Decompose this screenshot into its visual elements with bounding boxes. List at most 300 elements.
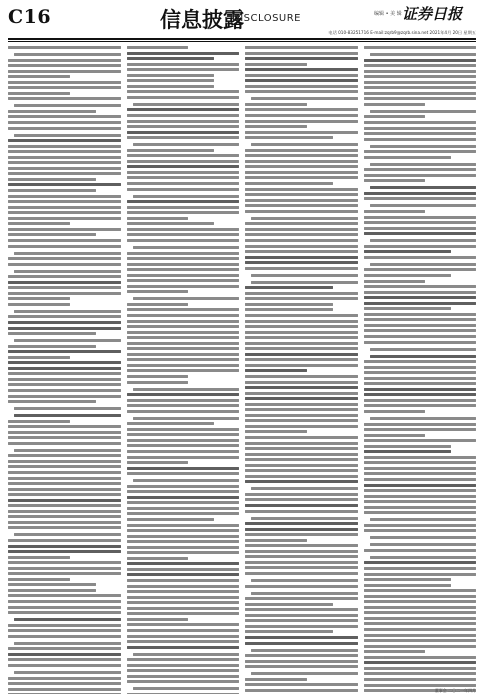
text-line bbox=[364, 393, 477, 396]
text-line bbox=[364, 179, 426, 182]
text-line bbox=[370, 348, 477, 351]
text-line bbox=[8, 64, 121, 67]
text-line bbox=[14, 642, 121, 645]
text-line bbox=[127, 399, 240, 402]
text-line bbox=[245, 108, 358, 111]
text-line bbox=[364, 489, 477, 492]
text-line bbox=[364, 138, 477, 141]
text-line bbox=[8, 86, 121, 89]
text-line bbox=[245, 572, 358, 575]
text-line bbox=[8, 682, 121, 685]
text-line bbox=[133, 479, 240, 482]
text-line bbox=[364, 388, 477, 391]
text-line bbox=[127, 375, 189, 378]
text-line bbox=[364, 478, 477, 481]
text-line bbox=[133, 388, 240, 391]
text-line bbox=[8, 624, 121, 627]
text-line bbox=[245, 46, 358, 49]
text-line bbox=[8, 245, 121, 248]
text-line bbox=[8, 139, 121, 142]
text-line bbox=[364, 103, 426, 106]
text-line bbox=[127, 590, 240, 593]
text-line bbox=[245, 504, 358, 507]
text-line bbox=[245, 320, 358, 323]
text-line bbox=[364, 81, 477, 84]
text-line bbox=[8, 647, 121, 650]
text-line bbox=[127, 410, 240, 413]
text-line bbox=[133, 297, 240, 300]
text-line bbox=[364, 450, 452, 453]
text-line bbox=[127, 646, 240, 649]
text-line bbox=[251, 517, 358, 520]
text-line bbox=[8, 150, 121, 153]
text-line bbox=[127, 154, 240, 157]
text-line bbox=[364, 549, 477, 552]
text-line bbox=[127, 79, 215, 82]
text-line bbox=[127, 551, 240, 554]
text-line bbox=[245, 642, 358, 645]
text-line bbox=[8, 303, 70, 306]
text-line bbox=[127, 285, 240, 288]
text-line bbox=[127, 46, 189, 49]
text-line bbox=[364, 678, 477, 681]
text-line bbox=[364, 639, 477, 642]
masthead-editor-note: 编辑 • 美 辑 bbox=[374, 11, 402, 17]
text-line bbox=[8, 504, 121, 507]
text-line bbox=[251, 579, 358, 582]
text-line bbox=[127, 485, 240, 488]
text-line bbox=[8, 233, 96, 236]
text-line bbox=[127, 433, 240, 436]
text-line bbox=[8, 389, 121, 392]
text-column-4 bbox=[364, 46, 477, 694]
text-line bbox=[8, 297, 70, 300]
text-line bbox=[8, 115, 121, 118]
text-line bbox=[127, 490, 240, 493]
text-line bbox=[8, 145, 121, 148]
text-line bbox=[245, 188, 358, 191]
header-meta-line: 电话 010-83251716 E-mail:zqrb9@zqrb.sina.net 2021年4月 20日 星期五 bbox=[328, 30, 476, 35]
text-line bbox=[8, 75, 70, 78]
text-line bbox=[245, 436, 358, 439]
text-line bbox=[364, 672, 477, 675]
text-line bbox=[245, 342, 358, 345]
text-line bbox=[8, 321, 121, 324]
text-line bbox=[127, 160, 240, 163]
text-line bbox=[8, 556, 70, 559]
text-line bbox=[127, 364, 240, 367]
text-line bbox=[14, 407, 121, 410]
text-line bbox=[245, 103, 307, 106]
text-line bbox=[127, 540, 240, 543]
text-line bbox=[245, 364, 358, 367]
text-line bbox=[251, 649, 358, 652]
text-line bbox=[14, 671, 121, 674]
text-line bbox=[245, 347, 358, 350]
text-line bbox=[364, 628, 477, 631]
text-line bbox=[127, 623, 240, 626]
text-line bbox=[245, 336, 358, 339]
text-line bbox=[133, 143, 240, 146]
text-line bbox=[127, 182, 240, 185]
text-line bbox=[364, 371, 477, 374]
text-line bbox=[364, 127, 477, 130]
text-line bbox=[8, 510, 121, 513]
text-line bbox=[8, 693, 121, 694]
text-line bbox=[8, 222, 70, 225]
text-line bbox=[245, 608, 358, 611]
text-line bbox=[127, 63, 240, 66]
text-line bbox=[8, 195, 121, 198]
text-line bbox=[364, 366, 477, 369]
text-line bbox=[370, 53, 477, 56]
text-line bbox=[8, 286, 121, 289]
text-line bbox=[245, 603, 333, 606]
text-line bbox=[364, 561, 477, 564]
text-line bbox=[364, 472, 477, 475]
text-line bbox=[245, 419, 358, 422]
text-line bbox=[127, 467, 240, 470]
text-line bbox=[8, 600, 121, 603]
text-line bbox=[364, 256, 477, 259]
text-line bbox=[8, 383, 121, 386]
text-line bbox=[8, 211, 121, 214]
text-line bbox=[127, 222, 215, 225]
text-line bbox=[8, 677, 121, 680]
text-line bbox=[364, 285, 477, 288]
text-line bbox=[127, 618, 189, 621]
text-line bbox=[14, 104, 121, 107]
text-line bbox=[8, 425, 121, 428]
text-line bbox=[8, 578, 70, 581]
text-line bbox=[133, 103, 240, 106]
text-line bbox=[245, 74, 358, 77]
text-line bbox=[364, 595, 477, 598]
text-line bbox=[8, 161, 121, 164]
text-line bbox=[364, 382, 477, 385]
text-line bbox=[245, 561, 358, 564]
text-line bbox=[245, 447, 358, 450]
text-line bbox=[8, 378, 121, 381]
text-line bbox=[8, 257, 121, 260]
text-line bbox=[245, 533, 358, 536]
text-line bbox=[8, 127, 121, 130]
text-line bbox=[251, 143, 358, 146]
text-column-1 bbox=[8, 46, 121, 694]
text-line bbox=[14, 252, 121, 255]
text-line bbox=[8, 361, 121, 364]
text-line bbox=[127, 320, 240, 323]
text-line bbox=[245, 204, 358, 207]
text-line bbox=[370, 204, 477, 207]
text-line bbox=[245, 539, 307, 542]
text-line bbox=[245, 149, 358, 152]
text-line bbox=[245, 510, 358, 513]
text-line bbox=[370, 263, 477, 266]
header-rule-thin bbox=[8, 41, 476, 42]
text-line bbox=[245, 464, 358, 467]
text-line bbox=[127, 90, 240, 93]
text-line bbox=[8, 658, 121, 661]
text-line bbox=[8, 420, 70, 423]
text-line bbox=[245, 375, 358, 378]
text-line bbox=[245, 408, 358, 411]
text-line bbox=[245, 308, 333, 311]
text-line bbox=[8, 167, 121, 170]
text-line bbox=[14, 270, 121, 273]
text-line bbox=[245, 430, 307, 433]
text-line bbox=[245, 475, 358, 478]
text-line bbox=[127, 347, 240, 350]
text-line bbox=[127, 252, 240, 255]
text-line bbox=[364, 484, 477, 487]
text-line bbox=[364, 250, 452, 253]
text-line bbox=[127, 557, 189, 560]
text-line bbox=[245, 303, 333, 306]
text-line bbox=[364, 150, 477, 153]
text-line bbox=[370, 543, 477, 546]
text-line bbox=[364, 313, 477, 316]
text-line bbox=[364, 75, 477, 78]
text-line bbox=[245, 544, 358, 547]
text-line bbox=[8, 561, 121, 564]
section-subtitle: DISCLOSURE bbox=[232, 13, 301, 24]
text-line bbox=[364, 428, 477, 431]
text-line bbox=[8, 395, 121, 398]
text-line bbox=[364, 377, 477, 380]
text-line bbox=[127, 217, 189, 220]
text-line bbox=[364, 121, 477, 124]
text-line bbox=[8, 460, 121, 463]
text-line bbox=[127, 331, 240, 334]
text-line bbox=[127, 512, 240, 515]
text-line bbox=[245, 597, 358, 600]
text-line bbox=[370, 110, 477, 113]
text-line bbox=[364, 606, 477, 609]
text-line bbox=[364, 46, 477, 49]
text-line bbox=[14, 533, 121, 536]
text-line bbox=[8, 499, 121, 502]
text-line bbox=[8, 372, 121, 375]
text-line bbox=[245, 353, 358, 356]
text-line bbox=[8, 345, 96, 348]
text-line bbox=[251, 274, 358, 277]
text-line bbox=[8, 400, 96, 403]
text-line bbox=[127, 640, 240, 643]
text-line bbox=[127, 165, 240, 168]
text-line bbox=[8, 589, 96, 592]
page-header bbox=[0, 0, 484, 46]
text-line bbox=[364, 274, 452, 277]
text-line bbox=[14, 310, 121, 313]
text-line bbox=[8, 611, 121, 614]
text-line bbox=[364, 132, 477, 135]
text-line bbox=[133, 246, 240, 249]
text-line bbox=[8, 629, 121, 632]
text-line bbox=[127, 290, 189, 293]
text-line bbox=[127, 108, 240, 111]
text-line bbox=[245, 480, 358, 483]
text-line bbox=[8, 172, 121, 175]
text-line bbox=[8, 477, 121, 480]
text-line bbox=[364, 64, 477, 67]
text-line bbox=[127, 342, 240, 345]
text-line bbox=[8, 183, 121, 186]
text-line bbox=[364, 589, 477, 592]
text-line bbox=[14, 53, 121, 56]
text-line bbox=[245, 245, 358, 248]
text-line bbox=[8, 315, 121, 318]
text-line bbox=[8, 121, 121, 124]
text-line bbox=[245, 63, 307, 66]
text-line bbox=[14, 414, 121, 417]
text-line bbox=[245, 176, 358, 179]
text-line bbox=[245, 469, 358, 472]
text-line bbox=[127, 629, 240, 632]
text-line bbox=[127, 635, 240, 638]
text-line bbox=[8, 46, 121, 49]
text-line bbox=[127, 450, 240, 453]
text-line bbox=[364, 156, 452, 159]
text-line bbox=[370, 239, 477, 242]
text-line bbox=[8, 471, 121, 474]
text-line bbox=[370, 163, 477, 166]
text-line bbox=[245, 386, 358, 389]
text-line bbox=[364, 573, 477, 576]
text-line bbox=[8, 81, 121, 84]
text-line bbox=[8, 493, 121, 496]
text-line bbox=[364, 97, 477, 100]
text-line bbox=[8, 482, 121, 485]
text-line bbox=[133, 195, 240, 198]
header-rule-thick bbox=[8, 38, 476, 40]
text-line bbox=[251, 487, 358, 490]
text-line bbox=[127, 96, 240, 99]
text-line bbox=[8, 653, 121, 656]
text-line bbox=[245, 550, 358, 553]
text-line bbox=[127, 274, 240, 277]
text-line bbox=[251, 281, 358, 284]
text-line bbox=[127, 524, 240, 527]
text-line bbox=[245, 120, 358, 123]
text-line bbox=[364, 404, 477, 407]
section-title: 信息披露 bbox=[160, 7, 244, 32]
text-line bbox=[133, 687, 240, 690]
text-line bbox=[127, 176, 240, 179]
text-line bbox=[127, 579, 240, 582]
text-line bbox=[127, 268, 240, 271]
text-line bbox=[364, 600, 477, 603]
text-line bbox=[245, 566, 358, 569]
page-number: C16 bbox=[8, 6, 52, 28]
text-line bbox=[364, 245, 477, 248]
text-line bbox=[8, 594, 121, 597]
text-line bbox=[245, 381, 358, 384]
text-line bbox=[127, 472, 240, 475]
text-line bbox=[8, 200, 121, 203]
text-line bbox=[364, 461, 477, 464]
text-line bbox=[245, 498, 358, 501]
text-line bbox=[127, 279, 240, 282]
text-line bbox=[127, 188, 240, 191]
text-line bbox=[127, 675, 240, 678]
text-line bbox=[8, 59, 121, 62]
text-line bbox=[364, 645, 477, 648]
text-line bbox=[127, 308, 240, 311]
text-line bbox=[127, 612, 240, 615]
text-line bbox=[8, 97, 121, 100]
text-line bbox=[245, 85, 358, 88]
text-line bbox=[127, 573, 240, 576]
text-line bbox=[8, 281, 121, 284]
text-line bbox=[127, 114, 240, 117]
text-line bbox=[364, 567, 477, 570]
text-line bbox=[245, 636, 358, 639]
text-line bbox=[127, 422, 215, 425]
text-line bbox=[364, 268, 477, 271]
text-line bbox=[8, 263, 121, 266]
text-line bbox=[245, 331, 358, 334]
text-line bbox=[8, 275, 121, 278]
text-line bbox=[245, 614, 358, 617]
text-line bbox=[364, 584, 452, 587]
text-line bbox=[8, 550, 121, 553]
text-line bbox=[245, 325, 358, 328]
text-line bbox=[245, 619, 358, 622]
text-line bbox=[364, 192, 477, 195]
text-line bbox=[364, 617, 477, 620]
text-line bbox=[245, 182, 333, 185]
text-column-3 bbox=[245, 46, 358, 694]
text-line bbox=[364, 410, 426, 413]
text-line bbox=[364, 59, 477, 62]
text-line bbox=[245, 625, 358, 628]
text-line bbox=[8, 488, 121, 491]
text-line bbox=[245, 57, 358, 60]
text-line bbox=[245, 154, 358, 157]
text-line bbox=[364, 115, 426, 118]
text-line bbox=[127, 228, 240, 231]
text-line bbox=[8, 521, 121, 524]
text-line bbox=[245, 630, 333, 633]
text-line bbox=[127, 596, 240, 599]
text-line bbox=[8, 292, 121, 295]
text-line bbox=[127, 669, 240, 672]
text-line bbox=[127, 529, 240, 532]
text-line bbox=[14, 618, 121, 621]
text-line bbox=[245, 250, 358, 253]
text-line bbox=[127, 314, 240, 317]
text-line bbox=[133, 653, 240, 656]
text-line bbox=[8, 664, 121, 667]
text-line bbox=[370, 417, 477, 420]
text-line bbox=[8, 465, 121, 468]
text-line bbox=[8, 70, 121, 73]
text-line bbox=[245, 233, 358, 236]
text-line bbox=[245, 369, 307, 372]
text-line bbox=[127, 57, 215, 60]
text-line bbox=[370, 518, 477, 521]
text-line bbox=[245, 403, 358, 406]
text-line bbox=[364, 296, 477, 299]
text-line bbox=[245, 453, 358, 456]
text-line bbox=[127, 358, 240, 361]
text-line bbox=[127, 585, 240, 588]
text-line bbox=[245, 199, 358, 202]
text-line bbox=[127, 336, 240, 339]
text-line bbox=[245, 90, 358, 93]
text-line bbox=[8, 327, 121, 330]
